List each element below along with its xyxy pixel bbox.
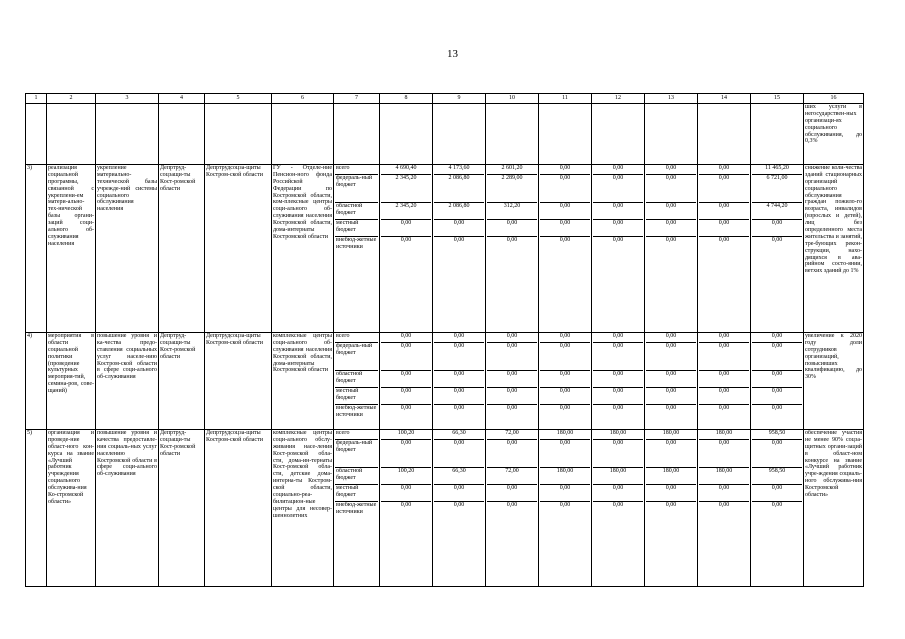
funding-source: внебюд-жетные источники — [336, 502, 377, 515]
amount-cell — [645, 430, 698, 587]
amount-value: 0,00 — [771, 502, 783, 508]
empty-cell — [26, 104, 47, 165]
amount-cell — [539, 333, 592, 430]
amount-value: 0,00 — [434, 220, 484, 237]
amount-cell — [380, 430, 433, 587]
column-number: 2 — [47, 94, 96, 104]
amount-value: 72,00 — [487, 430, 537, 440]
empty-cell — [645, 104, 698, 165]
empty-cell — [380, 104, 433, 165]
amount-value: 0,00 — [646, 175, 696, 203]
row-number: 4) — [26, 333, 47, 430]
result-cell: увеличение к 2020 году доли сотрудников организаций, повысивших квалификацию, до 30% — [804, 333, 864, 430]
amount-value: 0,00 — [434, 343, 484, 371]
amount-cell — [698, 333, 751, 430]
amount-value: 0,00 — [540, 343, 590, 371]
program-table — [25, 93, 864, 587]
amount-value: 312,20 — [487, 203, 537, 220]
column-number: 16 — [804, 94, 864, 104]
amount-value: 4 744,20 — [752, 203, 802, 220]
amount-value: 0,00 — [593, 485, 643, 502]
amount-value: 0,00 — [540, 485, 590, 502]
amount-value: 2 086,80 — [434, 175, 484, 203]
column-number: 6 — [272, 94, 334, 104]
amount-value: 0,00 — [699, 220, 749, 237]
participant-cell: ГУ - Отделе-ние Пенсион-ного фонда Российской Федерации по Костромской области, ком-плексные центры соци-ального об-служивания населения Костромской области, дома-интернаты Костромской области — [272, 165, 334, 333]
participant-cell: комплексные центры соци-ального обслу-живания насе-ления Кост-ромской обла-сти, дома-ин-тернаты Кост-ромской обла-сти, детские дома-интерна-ты Костром-ской области, социально-реа-билитацион-ные центры для несовер-шеннолетних — [272, 430, 334, 587]
result-cell: снижение коли-чества зданий стационарных организаций социального обслуживания граждан пожило-го возраста, инвалидов (взрослых и детей), лиц без определенного места жительства и занятий, тре-бующих рекон-струкции, нахо-дящихся в ава-рийном состо-янии, ветхих зданий до 1% — [804, 165, 864, 333]
responsible-cell: Депртруд-соцзащи-ты Кост-ромской области — [159, 165, 205, 333]
amount-value: 0,00 — [434, 485, 484, 502]
amount-value: 0,00 — [434, 371, 484, 388]
funding-source: федераль-ный бюджет — [335, 343, 378, 371]
amount-value: 0,00 — [506, 502, 518, 508]
amount-value: 0,00 — [646, 343, 696, 371]
amount-value: 0,00 — [699, 333, 749, 343]
amount-value: 0,00 — [718, 502, 730, 508]
amount-value: 0,00 — [646, 165, 696, 175]
result-cell: ших услуги в негосударствен-ных организаци-ях социального обслуживания, до 0,3% — [804, 104, 864, 165]
coexecutor-cell: Депртрудсоцза-щиты Костром-ской области — [205, 165, 272, 333]
amount-value: 0,00 — [540, 203, 590, 220]
amount-cell — [645, 333, 698, 430]
amount-value: 0,00 — [699, 440, 749, 468]
amount-value: 0,00 — [718, 405, 730, 411]
amount-value: 0,00 — [593, 175, 643, 203]
amount-cell — [433, 333, 486, 430]
table-row — [26, 333, 864, 430]
funding-source: всего — [335, 430, 378, 440]
column-number: 3 — [96, 94, 159, 104]
amount-value: 0,00 — [665, 405, 677, 411]
amount-value: 958,50 — [752, 468, 802, 485]
responsible-cell: Депртруд-соцзащи-ты Кост-ромской области — [159, 333, 205, 430]
amount-value: 180,00 — [699, 468, 749, 485]
amount-value: 0,00 — [646, 220, 696, 237]
column-number: 4 — [159, 94, 205, 104]
funding-source: областной бюджет — [335, 468, 378, 485]
empty-cell — [751, 104, 804, 165]
amount-value: 180,00 — [646, 468, 696, 485]
funding-source: всего — [335, 165, 378, 175]
amount-value: 0,00 — [434, 388, 484, 405]
column-number: 13 — [645, 94, 698, 104]
amount-value: 0,00 — [400, 405, 412, 411]
column-number: 10 — [486, 94, 539, 104]
amount-cell — [698, 165, 751, 333]
amount-value: 0,00 — [699, 388, 749, 405]
source-cell — [334, 165, 380, 333]
amount-value: 0,00 — [665, 237, 677, 243]
amount-value: 0,00 — [646, 203, 696, 220]
event-cell: мероприятия в области социальной политики (проведение культурных мероприя-тий, семина-ров, сове-щаний) — [47, 333, 96, 430]
amount-value: 0,00 — [540, 333, 590, 343]
amount-value: 0,00 — [487, 485, 537, 502]
amount-value: 0,00 — [487, 371, 537, 388]
amount-value: 0,00 — [540, 440, 590, 468]
column-number: 15 — [751, 94, 804, 104]
amount-value: 0,00 — [487, 220, 537, 237]
funding-source: внебюд-жетные источники — [336, 405, 377, 418]
amount-value: 0,00 — [593, 165, 643, 175]
amount-cell — [539, 430, 592, 587]
column-number: 9 — [433, 94, 486, 104]
amount-value: 2 086,80 — [434, 203, 484, 220]
goal-cell: укрепление материально-технической базы учрежде-ний системы социального обслуживания населения — [96, 165, 159, 333]
amount-value: 0,00 — [593, 388, 643, 405]
amount-value: 0,00 — [646, 485, 696, 502]
amount-value: 0,00 — [540, 388, 590, 405]
amount-value: 0,00 — [752, 440, 802, 468]
row-number: 5) — [26, 430, 47, 587]
amount-value: 11 465,20 — [752, 165, 802, 175]
column-number: 11 — [539, 94, 592, 104]
amount-cell — [592, 333, 645, 430]
amount-value: 100,20 — [381, 468, 431, 485]
amount-value: 2 345,20 — [381, 203, 431, 220]
amount-cell — [486, 430, 539, 587]
column-number: 14 — [698, 94, 751, 104]
amount-value: 958,50 — [752, 430, 802, 440]
column-number: 12 — [592, 94, 645, 104]
amount-value: 0,00 — [593, 440, 643, 468]
amount-cell — [380, 333, 433, 430]
amount-value: 0,00 — [540, 175, 590, 203]
amount-value: 0,00 — [752, 485, 802, 502]
amount-value: 0,00 — [612, 405, 624, 411]
amount-value: 0,00 — [646, 388, 696, 405]
empty-cell — [96, 104, 159, 165]
column-number: 5 — [205, 94, 272, 104]
amount-value: 0,00 — [434, 333, 484, 343]
participant-cell: комплексные центры соци-ального об-служивания населения Костромской области, дома-интернаты Костромской области — [272, 333, 334, 430]
column-number: 8 — [380, 94, 433, 104]
amount-value: 180,00 — [540, 468, 590, 485]
amount-value: 6 721,00 — [752, 175, 802, 203]
amount-value: 0,00 — [506, 237, 518, 243]
amount-cell — [486, 165, 539, 333]
source-cell — [334, 333, 380, 430]
amount-value: 0,00 — [699, 485, 749, 502]
amount-value: 66,30 — [434, 430, 484, 440]
funding-source: местный бюджет — [335, 220, 378, 237]
amount-value: 0,00 — [771, 405, 783, 411]
amount-value: 2 289,00 — [487, 175, 537, 203]
empty-cell — [334, 104, 380, 165]
amount-cell — [698, 430, 751, 587]
empty-cell — [47, 104, 96, 165]
amount-value: 0,00 — [487, 388, 537, 405]
amount-value: 0,00 — [752, 333, 802, 343]
amount-value: 0,00 — [593, 220, 643, 237]
amount-value: 0,00 — [718, 237, 730, 243]
column-number: 1 — [26, 94, 47, 104]
table-row — [26, 165, 864, 333]
amount-value: 0,00 — [381, 388, 431, 405]
amount-value: 0,00 — [381, 333, 431, 343]
amount-cell — [751, 430, 804, 587]
amount-cell — [751, 333, 804, 430]
amount-value: 0,00 — [453, 405, 465, 411]
amount-cell — [751, 165, 804, 333]
funding-source: областной бюджет — [335, 371, 378, 388]
empty-cell — [592, 104, 645, 165]
amount-value: 0,00 — [699, 165, 749, 175]
amount-cell — [592, 430, 645, 587]
amount-value: 180,00 — [646, 430, 696, 440]
amount-cell — [433, 430, 486, 587]
amount-value: 0,00 — [593, 343, 643, 371]
amount-cell — [592, 165, 645, 333]
source-cell — [334, 430, 380, 587]
empty-cell — [698, 104, 751, 165]
goal-cell: повышение уровня и ка-чества предо-ставления социальных услуг населе-нию Костром-ской области в сфере соци-ального об-служивания — [96, 333, 159, 430]
funding-source: всего — [335, 333, 378, 343]
event-cell: реализация социальной программы, связанной с укреплени-ем матери-ально-тех-нической базы органи-заций соци-ального об-служивания населения — [47, 165, 96, 333]
column-number: 7 — [334, 94, 380, 104]
amount-value: 0,00 — [381, 440, 431, 468]
goal-cell: повышение уровня и качества предоставле-ния социаль-ных услуг населению Костромской области в сфере соци-ального об-служивания — [96, 430, 159, 587]
amount-value: 0,00 — [381, 485, 431, 502]
amount-cell — [645, 165, 698, 333]
amount-value: 2 345,20 — [381, 175, 431, 203]
amount-value: 0,00 — [381, 220, 431, 237]
amount-value: 0,00 — [559, 405, 571, 411]
amount-value: 0,00 — [593, 203, 643, 220]
amount-value: 0,00 — [559, 502, 571, 508]
amount-value: 0,00 — [752, 371, 802, 388]
responsible-cell: Депртруд-соцзащи-ты Кост-ромской области — [159, 430, 205, 587]
continuation-row — [26, 104, 864, 165]
amount-value: 0,00 — [646, 333, 696, 343]
funding-source: федераль-ный бюджет — [335, 440, 378, 468]
amount-value: 72,00 — [487, 468, 537, 485]
amount-value: 0,00 — [506, 405, 518, 411]
amount-value: 0,00 — [487, 343, 537, 371]
amount-value: 0,00 — [487, 333, 537, 343]
page-number: 13 — [447, 48, 458, 60]
coexecutor-cell: Депртрудсоцза-щиты Костром-ской области — [205, 430, 272, 587]
amount-value: 0,00 — [646, 371, 696, 388]
amount-value: 0,00 — [381, 371, 431, 388]
amount-value: 180,00 — [593, 430, 643, 440]
amount-value: 0,00 — [453, 502, 465, 508]
funding-source: местный бюджет — [335, 485, 378, 502]
empty-cell — [205, 104, 272, 165]
amount-value: 0,00 — [559, 237, 571, 243]
empty-cell — [539, 104, 592, 165]
event-cell: организация и проведе-ние област-ного кон-курса на звание «Лучший работник учреждения социального обслужива-ния Ко-стромской области» — [47, 430, 96, 587]
amount-value: 4 690,40 — [381, 165, 431, 175]
amount-cell — [539, 165, 592, 333]
amount-value: 0,00 — [400, 502, 412, 508]
table-row — [26, 430, 864, 587]
amount-value: 0,00 — [771, 237, 783, 243]
amount-value: 0,00 — [540, 165, 590, 175]
empty-cell — [486, 104, 539, 165]
amount-value: 0,00 — [381, 343, 431, 371]
empty-cell — [159, 104, 205, 165]
amount-value: 0,00 — [752, 388, 802, 405]
amount-value: 0,00 — [540, 371, 590, 388]
coexecutor-cell: Депртрудсоцза-щиты Костром-ской области — [205, 333, 272, 430]
amount-value: 0,00 — [593, 333, 643, 343]
amount-value: 0,00 — [665, 502, 677, 508]
header-row — [26, 94, 864, 104]
empty-cell — [433, 104, 486, 165]
amount-value: 0,00 — [540, 220, 590, 237]
funding-source: областной бюджет — [335, 203, 378, 220]
amount-value: 66,30 — [434, 468, 484, 485]
amount-value: 0,00 — [752, 220, 802, 237]
amount-value: 0,00 — [699, 175, 749, 203]
funding-source: местный бюджет — [335, 388, 378, 405]
amount-value: 0,00 — [699, 371, 749, 388]
amount-cell — [433, 165, 486, 333]
amount-value: 100,20 — [381, 430, 431, 440]
amount-value: 4 173,60 — [434, 165, 484, 175]
amount-value: 0,00 — [699, 343, 749, 371]
amount-value: 0,00 — [752, 343, 802, 371]
amount-value: 0,00 — [487, 440, 537, 468]
amount-value: 0,00 — [612, 237, 624, 243]
amount-value: 0,00 — [699, 203, 749, 220]
amount-value: 180,00 — [540, 430, 590, 440]
amount-value: 0,00 — [434, 440, 484, 468]
funding-source: внебюд-жетные источники — [336, 237, 377, 250]
amount-value: 180,00 — [699, 430, 749, 440]
amount-value: 180,00 — [593, 468, 643, 485]
result-cell: обеспечение участия не менее 90% соцза-щитных органи-заций в област-ном конкурсе на звание «Лучший работник учре-ждения социаль-ного обслужива-ния Костромской области» — [804, 430, 864, 587]
row-number: 3) — [26, 165, 47, 333]
empty-cell — [272, 104, 334, 165]
amount-value: 0,00 — [593, 371, 643, 388]
funding-source: федераль-ный бюджет — [335, 175, 378, 203]
amount-value: 0,00 — [612, 502, 624, 508]
amount-cell — [380, 165, 433, 333]
amount-value: 0,00 — [646, 440, 696, 468]
amount-value: 0,00 — [453, 237, 465, 243]
amount-cell — [486, 333, 539, 430]
amount-value: 0,00 — [400, 237, 412, 243]
amount-value: 2 601,20 — [487, 165, 537, 175]
